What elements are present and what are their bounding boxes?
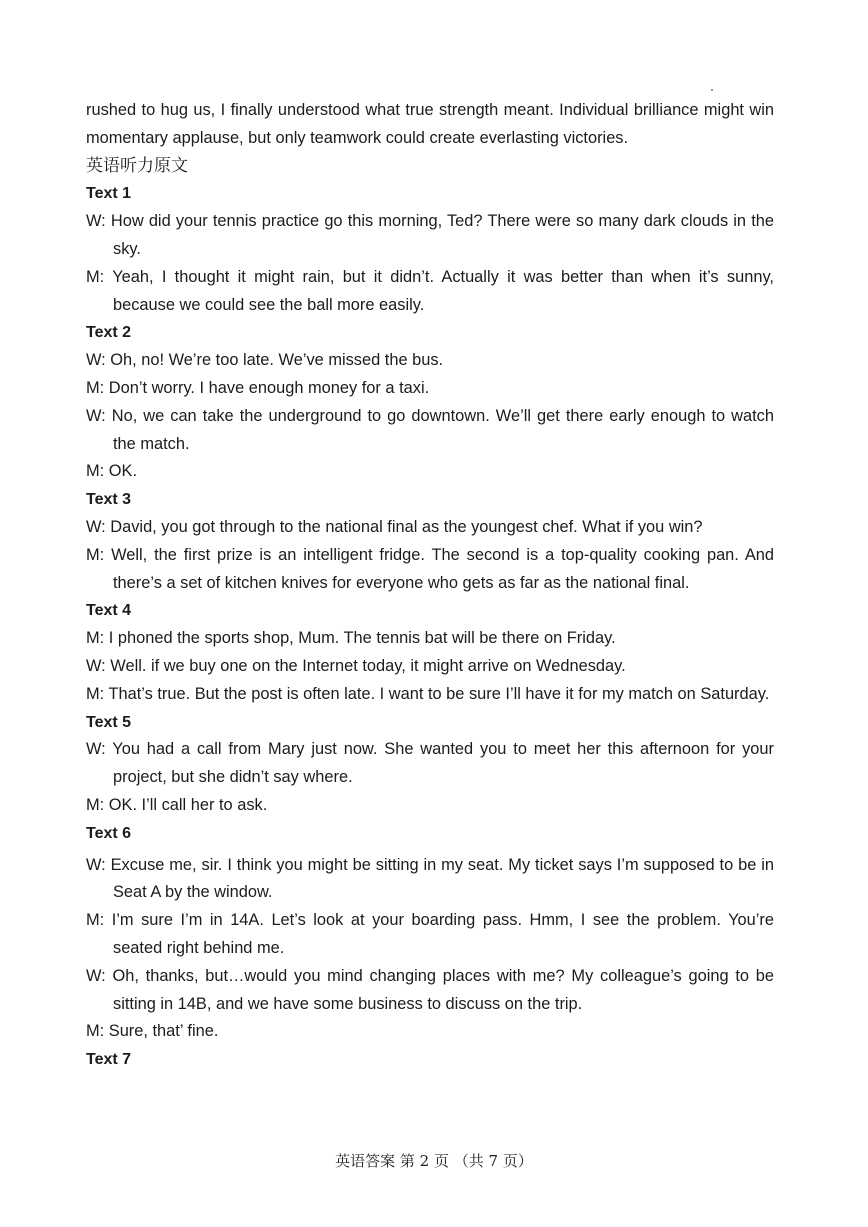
text-heading: Text 5 — [86, 713, 132, 731]
dialogue-line: M: OK. — [86, 462, 137, 481]
text-1-section — [86, 180, 774, 319]
dialogue-line: W: How did your tennis practice go this morning, Ted? There were so many dark clouds in the sky. — [86, 212, 774, 258]
text-5-section — [86, 709, 774, 820]
dialogue-line: M: I phoned the sports shop, Mum. The tennis bat will be there on Friday. — [86, 629, 616, 648]
dialogue-line: M: Don’t worry. I have enough money for a taxi. — [86, 378, 430, 397]
section-heading: 英语听力原文 — [86, 155, 188, 176]
dialogue-line: M: I’m sure I’m in 14A. Let’s look at your boarding pass. Hmm, I see the problem. You’re seated right behind me. — [86, 911, 774, 957]
dialogue-line: W: Well. if we buy one on the Internet today, it might arrive on Wednesday. — [86, 656, 626, 675]
text-heading: Text 1 — [86, 185, 132, 203]
text-6-section — [86, 820, 774, 1046]
dialogue-line: W: Oh, thanks, but…would you mind changing places with me? My colleague’s going to be sitting in 14B, and we have some business to discuss on the trip. — [86, 966, 774, 1013]
text-4-section — [86, 597, 774, 708]
text-heading: Text 3 — [86, 491, 132, 509]
intro-paragraph: rushed to hug us, I finally understood what true strength meant. Individual brilliance might win momentary applause, but only teamwork could create everlasting victories. — [86, 101, 774, 147]
dialogue-line: W: You had a call from Mary just now. She wanted you to meet her this afternoon for your project, but she didn’t say where. — [86, 740, 774, 787]
text-7-section — [86, 1046, 774, 1074]
text-heading: Text 6 — [86, 824, 132, 842]
dialogue-line: W: Oh, no! We’re too late. We’ve missed the bus. — [86, 351, 444, 370]
dialogue-line: M: Well, the first prize is an intelligent fridge. The second is a top-quality cooking pan. And there’s a set of kitchen knives for everyone who gets as far as the national final. — [86, 545, 774, 592]
text-2-section — [86, 319, 774, 486]
text-heading: Text 7 — [86, 1051, 132, 1069]
dialogue-line: W: Excuse me, sir. I think you might be sitting in my seat. My ticket says I’m supposed to be in Seat A by the window. — [86, 855, 774, 902]
text-heading: Text 4 — [86, 602, 132, 620]
dialogue-line: M: Sure, that’ fine. — [86, 1022, 219, 1041]
text-3-section — [86, 486, 774, 597]
scan-speck — [711, 89, 713, 91]
dialogue-line: M: OK. I’ll call her to ask. — [86, 795, 268, 814]
dialogue-line: W: No, we can take the underground to go downtown. We’ll get there early enough to watch the match. — [86, 406, 774, 453]
page-footer: 英语答案 第 2 页 （共 7 页） — [335, 1152, 533, 1170]
dialogue-line: W: David, you got through to the national final as the youngest chef. What if you win? — [86, 517, 703, 536]
page-content — [86, 97, 774, 1074]
text-heading: Text 2 — [86, 324, 132, 342]
dialogue-line: M: Yeah, I thought it might rain, but it didn’t. Actually it was better than when it’s sunny, because we could see the ball more easily. — [86, 267, 774, 314]
dialogue-line: M: That’s true. But the post is often late. I want to be sure I’ll have it for my match on Saturday. — [86, 684, 770, 703]
